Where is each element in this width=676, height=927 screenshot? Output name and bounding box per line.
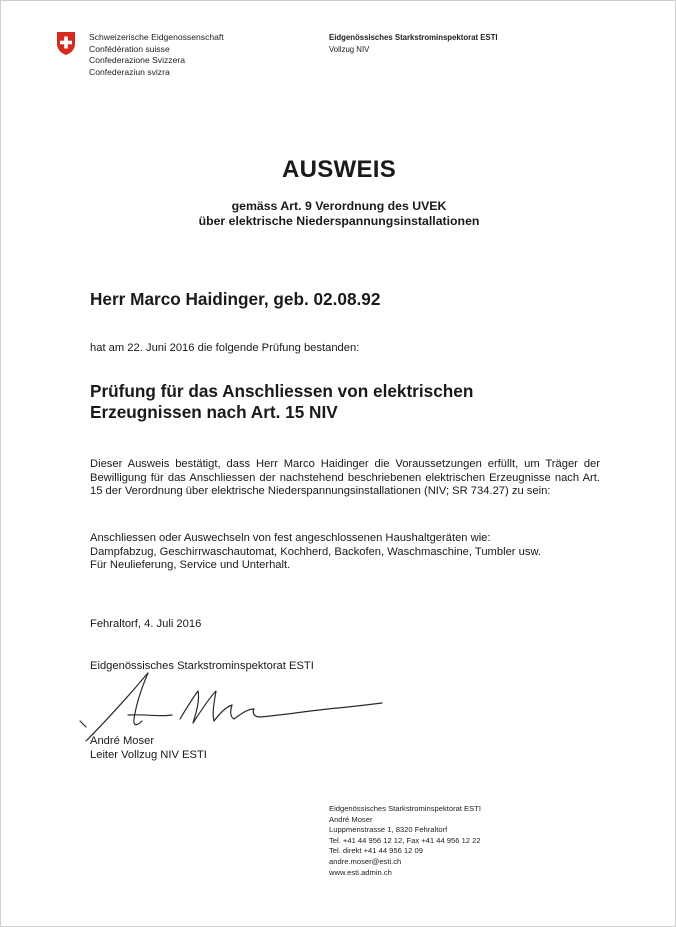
signature-organization: Eidgenössisches Starkstrominspektorat ESTI — [90, 660, 314, 672]
gov-name-rm: Confederaziun svizra — [89, 66, 170, 77]
agency-header — [329, 32, 498, 55]
contact-line: Tel. +41 44 956 12 12, Fax +41 44 956 12 22 — [329, 835, 481, 845]
confirmation-paragraph: Dieser Ausweis bestätigt, dass Herr Marco Haidinger die Voraussetzungen erfüllt, um Träger der Bewilligung für das Anschliessen der nachstehend beschriebenen elektrischen Erzeugnisse nach Art. 15 der Verordnung über elektrische Niederspannungsinstallationen (NIV; SR 734.27) zu sein: — [90, 458, 600, 498]
gov-name-fr: Confédération suisse — [89, 43, 170, 54]
contact-website-link[interactable]: www.esti.admin.ch — [329, 867, 392, 877]
contact-block — [329, 804, 481, 878]
contact-email-link[interactable]: andre.moser@esti.ch — [329, 856, 402, 866]
holder-name: Herr Marco Haidinger, geb. 02.08.92 — [90, 289, 381, 309]
exam-title-line-1: Prüfung für das Anschliessen von elektrischen — [90, 381, 474, 401]
government-names — [89, 32, 224, 78]
contact-line: Eidgenössisches Starkstrominspektorat ESTI — [329, 804, 481, 813]
signatory-name: André Moser — [90, 735, 155, 747]
place-and-date: Fehraltorf, 4. Juli 2016 — [90, 618, 202, 630]
document-subtitle — [1, 199, 676, 230]
subtitle-line-2: über elektrische Niederspannungsinstallationen — [198, 214, 480, 229]
exam-title — [90, 381, 570, 423]
scope-line-1: Anschliessen oder Auswechseln von fest angeschlossenen Haushaltgeräten wie: — [90, 532, 491, 544]
subtitle-line-1: gemäss Art. 9 Verordnung des UVEK — [231, 199, 447, 213]
exam-passed-statement: hat am 22. Juni 2016 die folgende Prüfung bestanden: — [90, 342, 360, 354]
swiss-coat-of-arms-icon — [56, 31, 76, 56]
scope-line-3: Für Neulieferung, Service und Unterhalt. — [90, 559, 291, 572]
agency-unit: Vollzug NIV — [329, 44, 370, 54]
gov-name-it: Confederazione Svizzera — [89, 55, 186, 66]
contact-line: Tel. direkt +41 44 956 12 09 — [329, 846, 423, 856]
agency-name: Eidgenössisches Starkstrominspektorat ESTI — [329, 33, 498, 42]
exam-title-line-2: Erzeugnissen nach Art. 15 NIV — [90, 402, 338, 422]
contact-line: Luppmenstrasse 1, 8320 Fehraltorf — [329, 825, 448, 835]
contact-line: André Moser — [329, 814, 373, 824]
signatory-role: Leiter Vollzug NIV ESTI — [90, 749, 207, 761]
signatory-block — [90, 734, 207, 762]
document-title: AUSWEIS — [281, 156, 397, 183]
scope-line-2: Dampfabzug, Geschirrwaschautomat, Kochherd, Backofen, Waschmaschine, Tumbler usw. — [90, 545, 542, 558]
gov-name-de: Schweizerische Eidgenossenschaft — [89, 32, 224, 42]
scope-paragraph — [90, 532, 610, 573]
